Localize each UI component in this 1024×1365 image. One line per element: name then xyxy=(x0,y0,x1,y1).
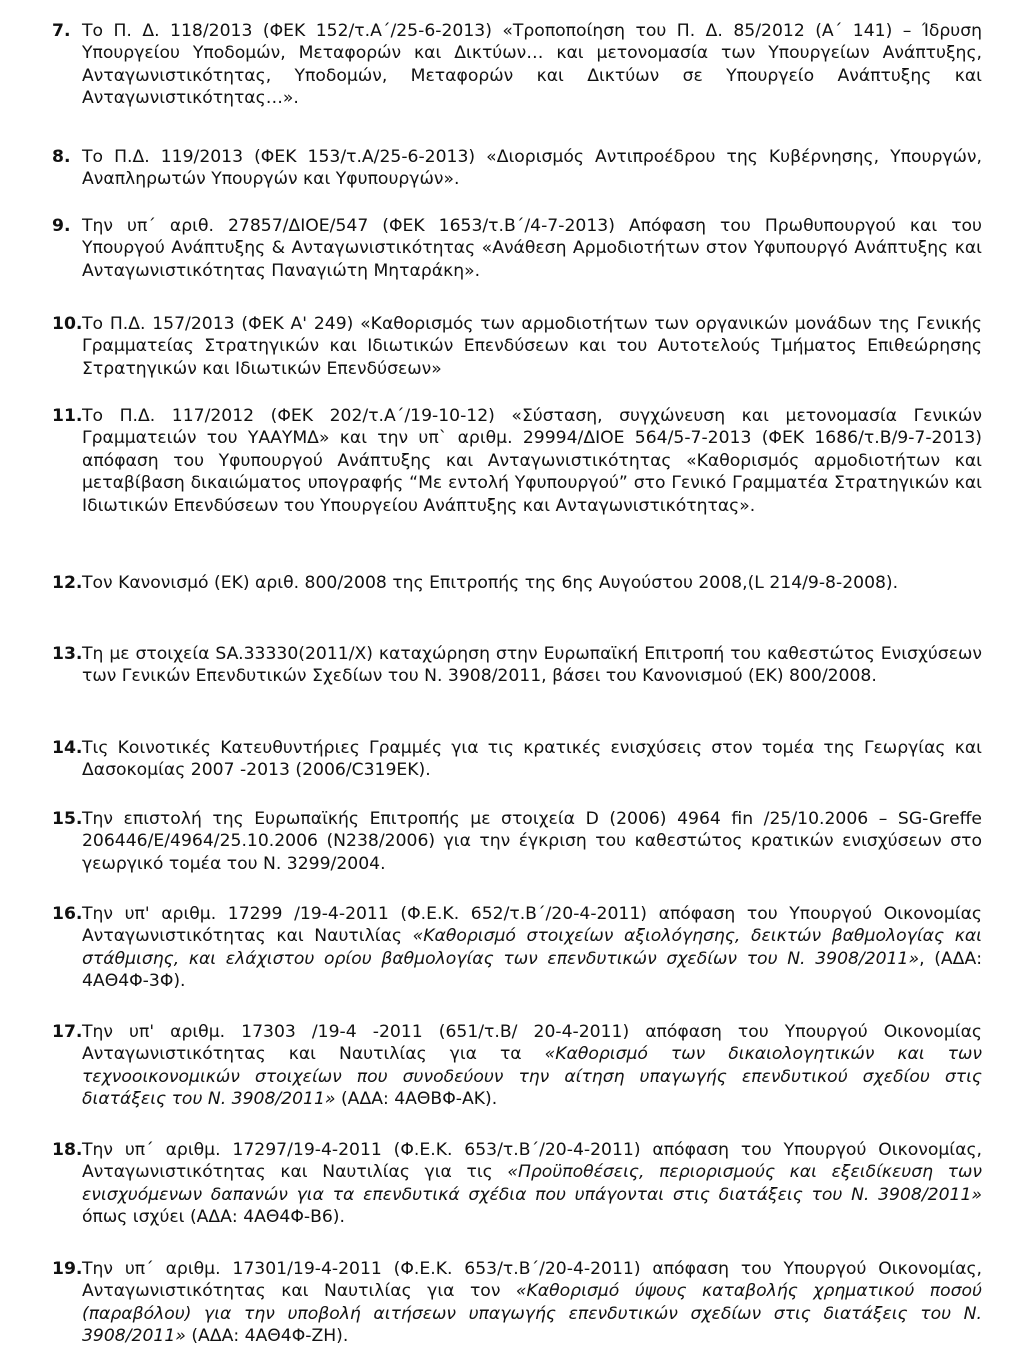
item-text-segment: , (ΑΔΑ: 4ΑΘ4Φ-3Φ). xyxy=(82,948,982,992)
item-text-segment: Το Π.Δ. 119/2013 (ΦΕΚ 153/τ.Α/25-6-2013) «Διορισμός Αντιπροέδρου της Κυβέρνησης, Υπουργών, Αναπληρωτών Υπουργών και Υφυπουργών». xyxy=(82,147,982,190)
item-text-segment: Την υπ΄ αριθ. 27857/ΔΙΟΕ/547 (ΦΕΚ 1653/τ.Β΄/4-7-2013) Απόφαση του Πρωθυπουργού και του Υπουργού Ανάπτυξης & Ανταγωνιστικότητας «Ανάθεση Αρμοδιοτήτων στον Υφυπουργό Ανάπτυξης και Ανταγωνιστικότητας Παναγιώτη Μηταράκη». xyxy=(82,216,982,281)
item-number: 14. xyxy=(52,738,83,758)
list-item xyxy=(52,1021,982,1111)
item-text-italic: «Προϋποθέσεις, περιορισμούς και εξειδίκευση των ενισχυόμενων δαπανών για τα επενδυτικά σχέδια που υπάγονται στις διατάξεις του Ν. 3908/2011» xyxy=(82,1162,982,1205)
item-text xyxy=(82,643,982,688)
item-number: 15. xyxy=(52,809,83,829)
item-text-segment: (ΑΔΑ: 4ΑΘ4Φ-ΖΗ). xyxy=(185,1326,349,1347)
list-item xyxy=(52,215,982,282)
item-number: 7. xyxy=(52,21,71,41)
item-number: 16. xyxy=(52,904,83,924)
item-text-segment: όπως ισχύει (ΑΔΑ: 4ΑΘ4Φ-Β6). xyxy=(82,1207,345,1228)
item-text-segment: Την υπ' αριθμ. 17303 /19-4 -2011 (651/τ.Β/ 20-4-2011) απόφαση του Υπουργού Οικονομίας Ανταγωνιστικότητας και Ναυτιλίας για τα xyxy=(82,1022,982,1065)
item-text xyxy=(82,146,982,191)
item-text xyxy=(82,1021,982,1111)
item-text xyxy=(82,313,982,380)
item-text xyxy=(82,215,982,282)
item-text xyxy=(82,20,982,110)
item-number: 10. xyxy=(52,314,83,334)
item-text xyxy=(82,903,982,993)
item-number: 8. xyxy=(52,147,71,167)
item-text-segment: Τις Κοινοτικές Κατευθυντήριες Γραμμές για τις κρατικές ενισχύσεις στον τομέα της Γεωργίας και Δασοκομίας 2007 -2013 (2006/C319ΕΚ). xyxy=(82,738,982,781)
item-text xyxy=(82,808,982,875)
list-item xyxy=(52,313,982,380)
list-item xyxy=(52,808,982,875)
item-text xyxy=(82,737,982,782)
item-text xyxy=(82,1139,982,1229)
list-item xyxy=(52,20,982,110)
item-number: 13. xyxy=(52,644,83,664)
list-item xyxy=(52,146,982,191)
item-text-segment: (ΑΔΑ: 4ΑΘΒΦ-ΑΚ). xyxy=(335,1089,498,1110)
item-text-segment: Την υπ' αριθμ. 17299 /19-4-2011 (Φ.Ε.Κ. 652/τ.Β΄/20-4-2011) απόφαση του Υπουργού Οικονομίας Ανταγωνιστικότητας και Ναυτιλίας xyxy=(82,904,982,947)
item-text-segment: Το Π. Δ. 118/2013 (ΦΕΚ 152/τ.Α΄/25-6-2013) «Τροποποίηση του Π. Δ. 85/2012 (Α΄ 141) – Ίδρυση Υπουργείου Υποδομών, Μεταφορών και Δικτύων… και μετονομασία των Υπουργείων Ανάπτυξης, Ανταγωνιστικότητας, Υποδομών, Μεταφορών και Δικτύων σε Υπουργείο Ανάπτυξης και Ανταγωνιστικότητας…». xyxy=(82,21,982,109)
item-text-segment: Τη με στοιχεία SA.33330(2011/X) καταχώρηση στην Ευρωπαϊκή Επιτροπή του καθεστώτος Ενισχύσεων των Γενικών Επενδυτικών Σχεδίων του Ν. 3908/2011, βάσει του Κανονισμού (ΕΚ) 800/2008. xyxy=(82,644,982,687)
list-item xyxy=(52,1258,982,1348)
item-text xyxy=(82,405,982,517)
item-number: 12. xyxy=(52,573,83,593)
item-text-segment: Το Π.Δ. 157/2013 (ΦΕΚ Α' 249) «Καθορισμός των αρμοδιοτήτων των οργανικών μονάδων της Γενικής Γραμματείας Στρατηγικών και Ιδιωτικών Επενδύσεων και του Αυτοτελούς Τμήματος Επιθεώρησης Στρατηγικών και Ιδιωτικών Επενδύσεων» xyxy=(82,314,982,379)
item-text-italic: «Καθορισμό των δικαιολογητικών και των τεχνοοικονομικών στοιχείων που συνοδεύουν την αίτηση υπαγωγής επενδυτικού σχεδίου στις διατάξεις του Ν. 3908/2011» xyxy=(82,1044,982,1110)
list-item xyxy=(52,405,982,517)
item-number: 19. xyxy=(52,1259,83,1279)
item-text xyxy=(82,1258,982,1348)
item-text-segment: Την υπ΄ αριθμ. 17301/19-4-2011 (Φ.Ε.Κ. 653/τ.Β΄/20-4-2011) απόφαση του Υπουργού Οικονομίας, Ανταγωνιστικότητας και Ναυτιλίας για τον xyxy=(82,1259,982,1302)
item-text-italic: «Καθορισμό ύψους καταβολής χρηματικού ποσού (παραβόλου) για την υποβολή αιτήσεων υπαγωγής επενδυτικών σχεδίων στις διατάξεις του Ν. 3908/2011» xyxy=(82,1281,982,1347)
item-number: 18. xyxy=(52,1140,83,1160)
item-number: 11. xyxy=(52,406,83,426)
list-item xyxy=(52,737,982,782)
list-item xyxy=(52,903,982,993)
item-text-segment: Την επιστολή της Ευρωπαϊκής Επιτροπής με στοιχεία D (2006) 4964 fin /25/10.2006 – SG-Greffe 206446/E/4964/25.10.2006 (N238/2006) για την έγκριση του καθεστώτος κρατικών ενισχύσεων στο γεωργικό τομέα του Ν. 3299/2004. xyxy=(82,809,982,874)
item-text-segment: Τον Κανονισμό (ΕΚ) αριθ. 800/2008 της Επιτροπής της 6ης Αυγούστου 2008,(L 214/9-8-2008). xyxy=(82,573,899,593)
item-text-segment: Την υπ΄ αριθμ. 17297/19-4-2011 (Φ.Ε.Κ. 653/τ.Β΄/20-4-2011) απόφαση του Υπουργού Οικονομίας, Ανταγωνιστικότητας και Ναυτιλίας για τις xyxy=(82,1140,982,1183)
list-item xyxy=(52,1139,982,1229)
item-text xyxy=(82,572,982,594)
item-text-italic: «Καθορισμό στοιχείων αξιολόγησης, δεικτών βαθμολογίας και στάθμισης, και ελάχιστου ορίου βαθμολογίας των επενδυτικών σχεδίων του Ν. 3908/2011» xyxy=(82,926,982,969)
item-number: 9. xyxy=(52,216,71,236)
item-number: 17. xyxy=(52,1022,83,1042)
item-text-segment: Το Π.Δ. 117/2012 (ΦΕΚ 202/τ.Α΄/19-10-12) «Σύσταση, συγχώνευση και μετονομασία Γενικών Γραμματειών του ΥΑΑΥΜΔ» και την υπ` αριθμ. 29994/ΔΙΟΕ 564/5-7-2013 (ΦΕΚ 1686/τ.Β/9-7-2013) απόφαση του Υφυπουργού Ανάπτυξης και Ανταγωνιστικότητας «Καθορισμός αρμοδιοτήτων και μεταβίβαση δικαιώματος υπογραφής “Με εντολή Υφυπουργού” στο Γενικό Γραμματέα Στρατηγικών και Ιδιωτικών Επενδύσεων του Υπουργείου Ανάπτυξης και Ανταγωνιστικότητας». xyxy=(82,406,982,516)
list-item xyxy=(52,643,982,688)
list-item xyxy=(52,572,982,594)
